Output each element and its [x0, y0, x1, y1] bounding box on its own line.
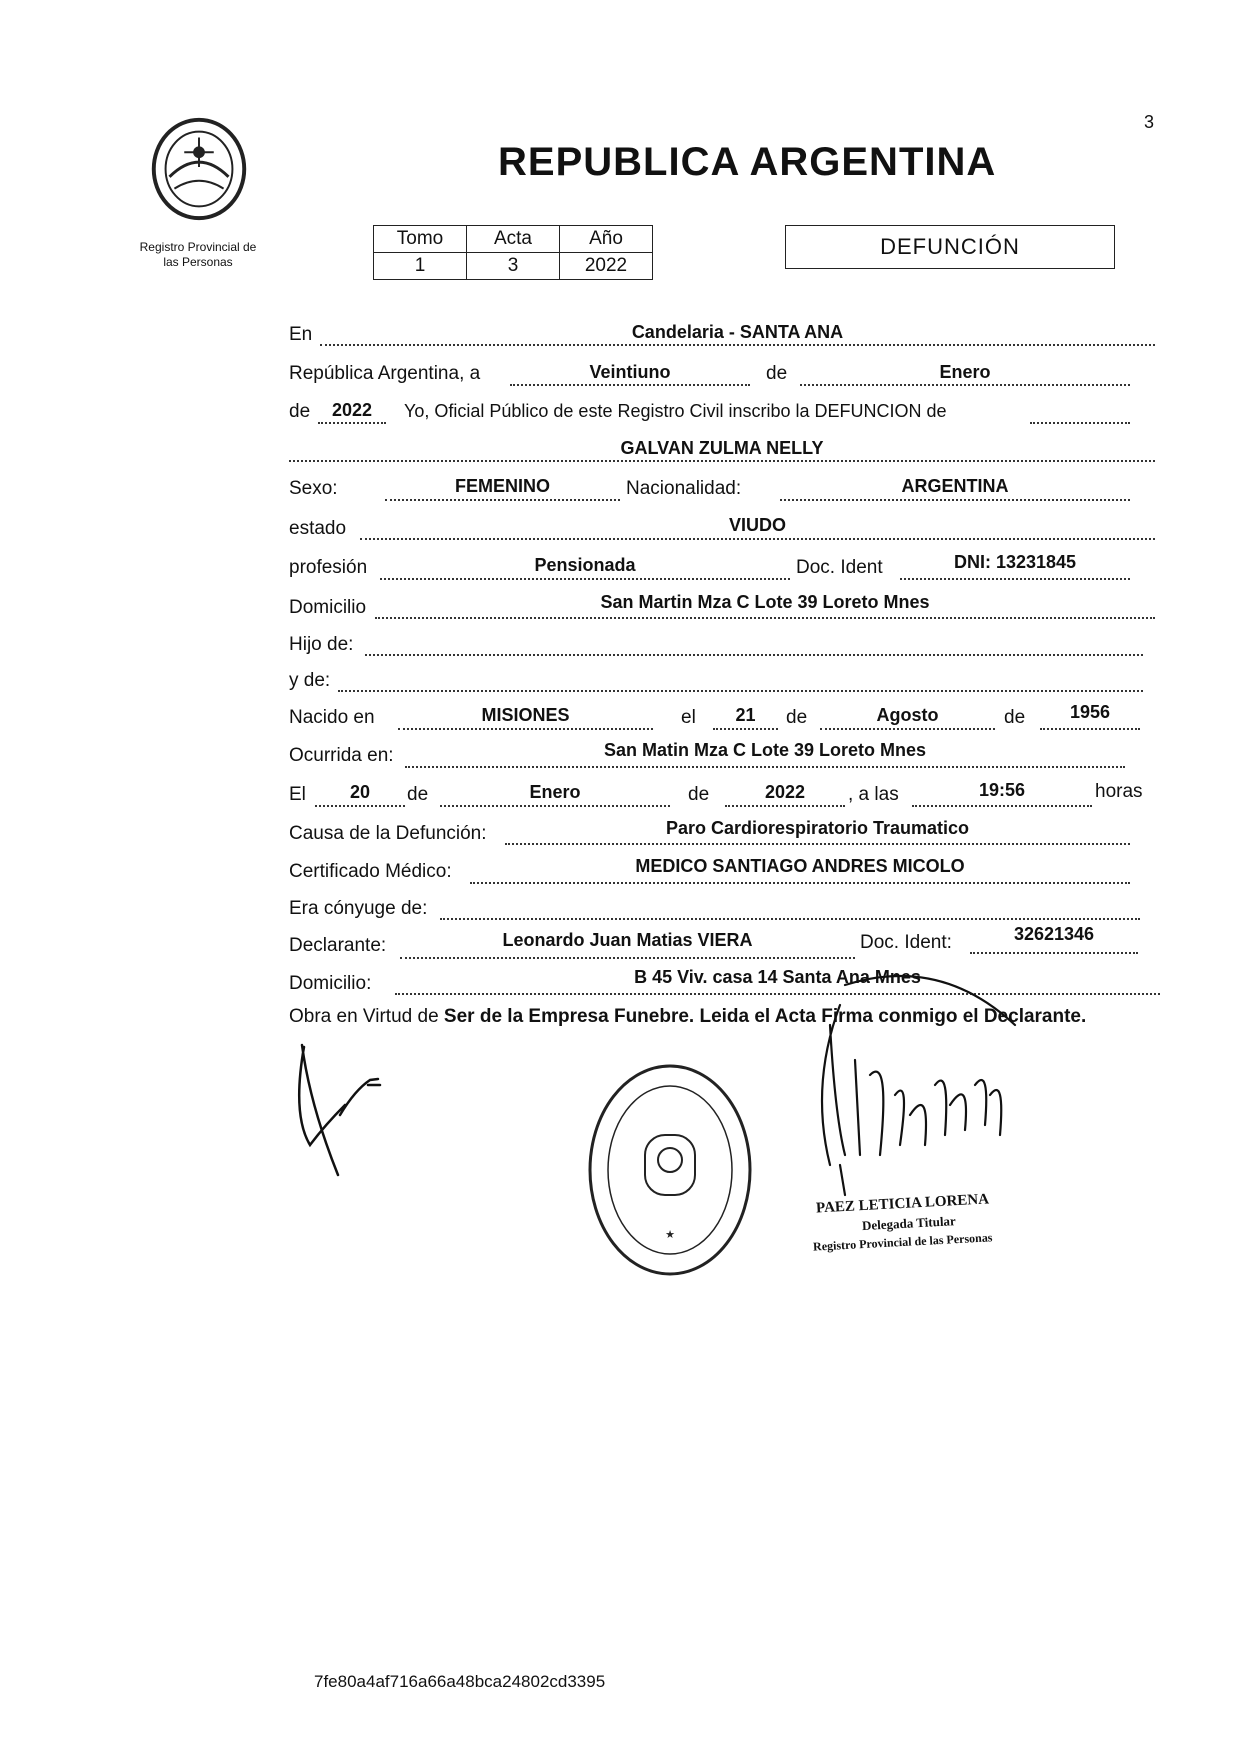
- de5-label: de: [407, 784, 429, 805]
- official-signature-icon: [800, 965, 1060, 1205]
- conyuge-label: Era cónyuge de:: [289, 898, 428, 919]
- month-line: [800, 384, 1130, 386]
- de2-label: de: [289, 401, 311, 422]
- record-table: [373, 225, 653, 280]
- page-number: 3: [1144, 112, 1155, 132]
- certificado-value: MEDICO SANTIAGO ANDRES MICOLO: [635, 856, 965, 876]
- deceased-name: GALVAN ZULMA NELLY: [620, 438, 824, 458]
- domicilio-value: San Martin Mza C Lote 39 Loreto Mnes: [600, 592, 930, 612]
- declarante-label: Declarante:: [289, 935, 387, 956]
- def-dia-line: [315, 805, 405, 807]
- sexo-label: Sexo:: [289, 478, 338, 499]
- doc2-label: Doc. Ident:: [860, 932, 952, 953]
- province-seal-icon: [140, 108, 258, 226]
- profesion-label: profesión: [289, 557, 368, 578]
- record-type: DEFUNCIÓN: [880, 234, 1020, 259]
- nacido-label: Nacido en: [289, 707, 375, 728]
- doc2-line: [970, 952, 1138, 954]
- declarant-signature-icon: [290, 1035, 400, 1185]
- nacido-anio-line: [1040, 728, 1140, 730]
- def-mes: Enero: [529, 782, 581, 802]
- de6-label: de: [688, 784, 710, 805]
- nacido-lugar: MISIONES: [481, 705, 570, 725]
- estado-label: estado: [289, 518, 347, 539]
- el2-label: El: [289, 784, 306, 805]
- obra-label: Obra en Virtud de: [289, 1006, 439, 1027]
- name-line: [289, 460, 1155, 462]
- hijo-label: Hijo de:: [289, 634, 354, 655]
- day-line: [510, 384, 750, 386]
- conyuge-line: [440, 918, 1140, 920]
- def-mes-line: [440, 805, 670, 807]
- nacionalidad-value: ARGENTINA: [901, 476, 1009, 496]
- ocurrida-line: [405, 766, 1125, 768]
- def-anio-line: [725, 805, 845, 807]
- def-anio: 2022: [764, 782, 806, 802]
- anio-value: 2022: [560, 253, 653, 280]
- yde-line: [338, 690, 1143, 692]
- horas-label: horas: [1095, 781, 1143, 802]
- official-name: PAEZ LETICIA LORENA: [815, 1191, 990, 1217]
- doc-value: DNI: 13231845: [953, 552, 1077, 572]
- nacido-mes: Agosto: [876, 705, 939, 725]
- acta-value: 3: [467, 253, 560, 280]
- year-value: 2022: [331, 400, 373, 420]
- doc2-value: 32621346: [1013, 924, 1095, 944]
- nacido-anio: 1956: [1069, 702, 1111, 722]
- profesion-line: [380, 578, 790, 580]
- en-value: Candelaria - SANTA ANA: [631, 322, 844, 342]
- official-role: Delegada Titular: [861, 1213, 957, 1234]
- causa-label: Causa de la Defunción:: [289, 823, 487, 844]
- tomo-value: 1: [374, 253, 467, 280]
- domicilio-line: [375, 617, 1155, 619]
- record-type-box: [785, 225, 1115, 269]
- obra-value: Ser de la Empresa Funebre. Leida el Acta Firma conmigo el Declarante.: [443, 1006, 1087, 1027]
- ocurrida-value: San Matin Mza C Lote 39 Loreto Mnes: [603, 740, 927, 760]
- acta-header: Acta: [467, 226, 560, 253]
- de4-label: de: [1004, 707, 1026, 728]
- domicilio2-label: Domicilio:: [289, 973, 372, 994]
- estado-value: VIUDO: [728, 515, 786, 535]
- declarante-line: [400, 957, 855, 959]
- svg-text:★: ★: [665, 1228, 675, 1241]
- document-title: REPUBLICA ARGENTINA: [498, 140, 997, 184]
- nacido-mes-line: [820, 728, 995, 730]
- profesion-value: Pensionada: [534, 555, 636, 575]
- sexo-line: [385, 499, 620, 501]
- anio-header: Año: [560, 226, 653, 253]
- yde-label: y de:: [289, 670, 331, 691]
- nacionalidad-line: [780, 499, 1130, 501]
- official-stamp-icon: [585, 1060, 755, 1280]
- year-line: [318, 422, 386, 424]
- ocurrida-label: Ocurrida en:: [289, 745, 394, 766]
- en-line: [320, 344, 1155, 346]
- nacido-lugar-line: [398, 728, 653, 730]
- nacido-dia: 21: [735, 705, 756, 725]
- sexo-value: FEMENINO: [454, 476, 550, 496]
- yo-line: [1030, 422, 1130, 424]
- def-dia: 20: [349, 782, 371, 802]
- document-hash: 7fe80a4af716a66a48bca24802cd3395: [314, 1672, 606, 1691]
- hijo-line: [365, 654, 1143, 656]
- el-label: el: [681, 707, 696, 728]
- yo-text: Yo, Oficial Público de este Registro Civil inscribo la DEFUNCION de: [404, 401, 947, 421]
- alas-label: , a las: [848, 784, 899, 805]
- domicilio2-value: B 45 Viv. casa 14 Santa Ana Mnes: [634, 967, 921, 987]
- day-text: Veintiuno: [589, 362, 671, 382]
- official-block: [811, 1190, 993, 1256]
- nacido-dia-line: [713, 728, 778, 730]
- registry-line-2: las Personas: [163, 255, 233, 269]
- de-label: de: [766, 363, 788, 384]
- declarante-value: Leonardo Juan Matias VIERA: [502, 930, 753, 950]
- doc-line: [900, 578, 1130, 580]
- estado-line: [360, 538, 1155, 540]
- registry-line-1: Registro Provincial de: [139, 240, 257, 254]
- def-hora: 19:56: [978, 780, 1026, 800]
- nacionalidad-label: Nacionalidad:: [626, 478, 742, 499]
- registry-label: [118, 240, 278, 270]
- tomo-header: Tomo: [374, 226, 467, 253]
- republica-label: República Argentina, a: [289, 363, 481, 384]
- certificado-label: Certificado Médico:: [289, 861, 452, 882]
- causa-value: Paro Cardiorespiratorio Traumatico: [665, 818, 970, 838]
- en-label: En: [289, 324, 313, 345]
- certificado-line: [470, 882, 1130, 884]
- doc-label: Doc. Ident: [796, 557, 883, 578]
- def-hora-line: [912, 805, 1092, 807]
- de3-label: de: [786, 707, 808, 728]
- month-value: Enero: [939, 362, 991, 382]
- domicilio-label: Domicilio: [289, 597, 367, 618]
- causa-line: [505, 843, 1130, 845]
- official-org: Registro Provincial de las Personas: [812, 1230, 993, 1254]
